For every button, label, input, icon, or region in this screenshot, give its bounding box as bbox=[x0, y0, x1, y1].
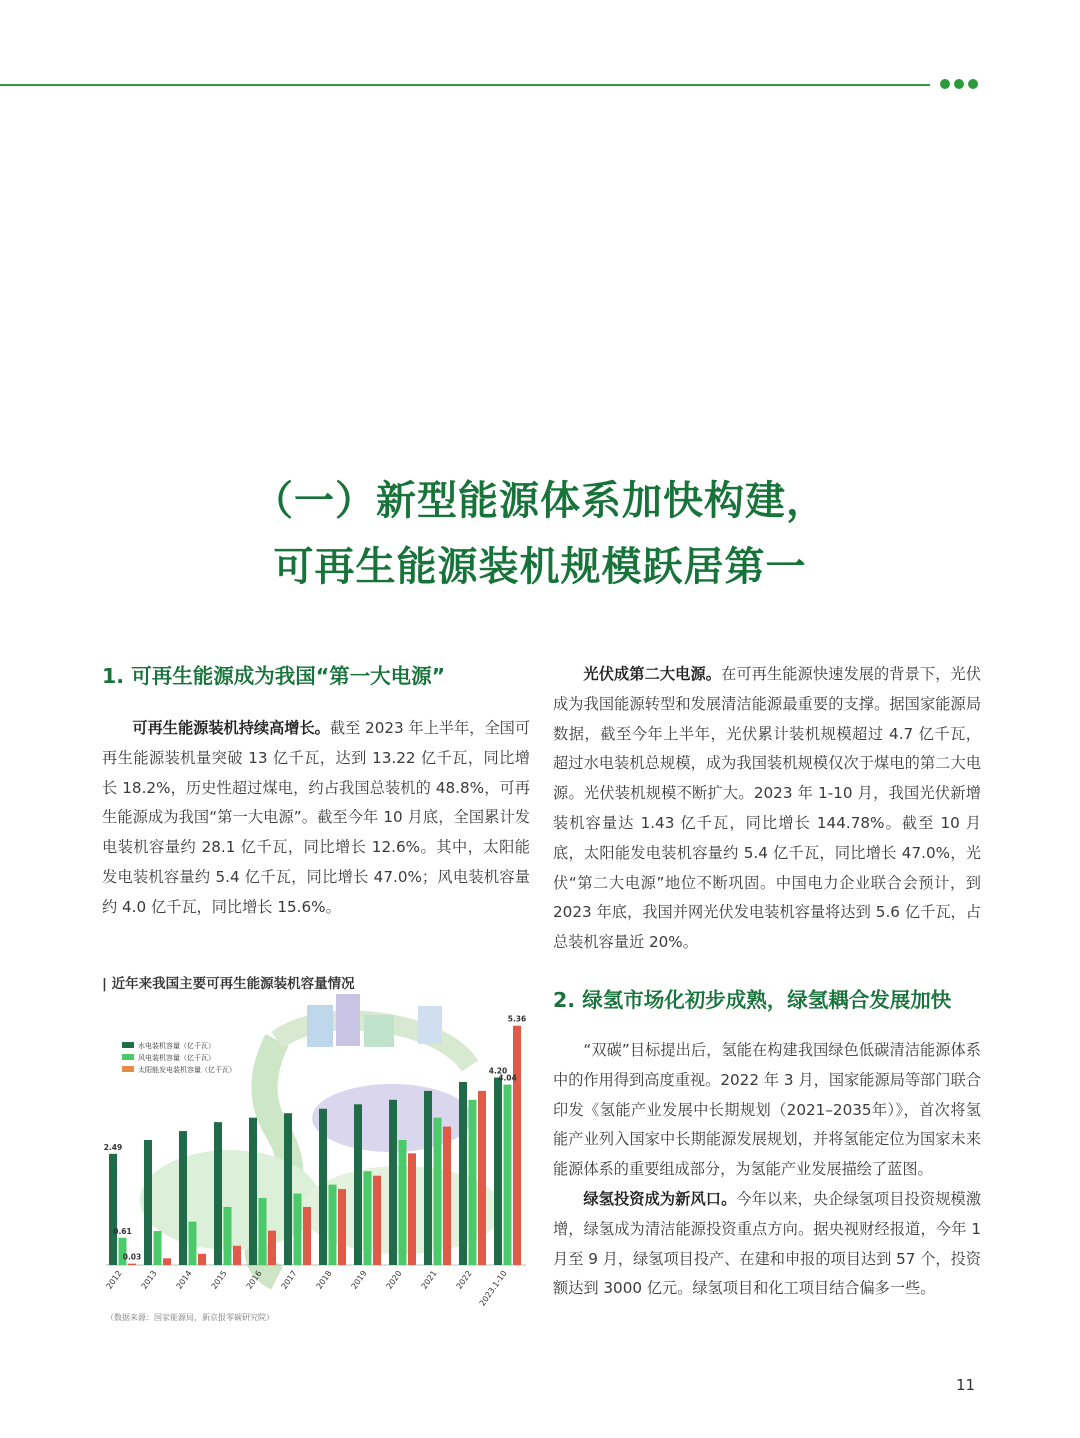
paragraph-hydrogen-policy: “双碳”目标提出后，氢能在构建我国绿色低碳清洁能源体系中的作用得到高度重视。2022 年 3 月，国家能源局等部门联合印发《氢能产业发展中长期规划（2021–2035年）》，首次将氢能产业列入国家中长期能源发展规划，并将氢能定位为国家未来能源体系的重要组成部分，为氢能产业发展描绘了蓝图。 bbox=[553, 1040, 981, 1179]
bar-hydro-2015 bbox=[214, 1122, 222, 1265]
bar-hydro-2020 bbox=[389, 1100, 397, 1265]
chart-canvas bbox=[102, 980, 532, 1316]
lead-text: 可再生能源装机持续高增长。 bbox=[132, 719, 330, 737]
section-title-line1: （一）新型能源体系加快构建， bbox=[253, 478, 827, 524]
heading-green-hydrogen: 2. 绿氢市场化初步成熟，绿氢耦合发展加快 bbox=[553, 987, 952, 1012]
data-label: 4.20 bbox=[488, 1066, 508, 1076]
decorative-dots bbox=[940, 79, 978, 89]
bar-solar-2013 bbox=[163, 1258, 171, 1265]
dot-icon bbox=[968, 79, 978, 89]
bar-hydro-2023.1-10 bbox=[494, 1078, 502, 1266]
lead-text: 绿氢投资成为新风口。 bbox=[583, 1189, 737, 1208]
x-tick-label: 2015 bbox=[209, 1268, 229, 1291]
bar-solar-2019 bbox=[373, 1176, 381, 1265]
bar-wind-2013 bbox=[154, 1231, 162, 1265]
chart-legend bbox=[122, 1041, 236, 1074]
bar-hydro-2012 bbox=[109, 1154, 117, 1265]
body-text: 今年以来，央企绿氢项目投资规模激增，绿氢成为清洁能源投资重点方向。据央视财经报道，今年 1 月至 9 月，绿氢项目投产、在建和申报的项目达到 57 个，投资额达到 3000 亿元。绿氢项目和化工项目结合偏多一些。 bbox=[553, 1189, 981, 1298]
bar-solar-2017 bbox=[303, 1207, 311, 1265]
bar-solar-2016 bbox=[268, 1231, 276, 1265]
top-rule bbox=[0, 84, 930, 86]
bar-wind-2015 bbox=[224, 1207, 232, 1265]
left-column bbox=[102, 660, 530, 923]
bar-solar-2020 bbox=[408, 1153, 416, 1265]
page-number: 11 bbox=[956, 1376, 976, 1394]
bar-solar-2012 bbox=[128, 1264, 136, 1265]
section-title-line2: 可再生能源装机规模跃居第一 bbox=[273, 544, 807, 590]
x-tick-label: 2022 bbox=[454, 1268, 474, 1291]
right-column bbox=[553, 660, 981, 1304]
x-tick-label: 2018 bbox=[314, 1268, 334, 1291]
capacity-chart bbox=[102, 972, 532, 1328]
data-label: 2.49 bbox=[103, 1142, 123, 1152]
chart-x-labels bbox=[105, 1269, 509, 1308]
x-tick-label: 2021 bbox=[419, 1268, 439, 1291]
bar-wind-2022 bbox=[469, 1100, 477, 1265]
bar-solar-2021 bbox=[443, 1127, 451, 1265]
bar-wind-2018 bbox=[329, 1185, 337, 1265]
bar-wind-2017 bbox=[294, 1194, 302, 1265]
x-tick-label: 2017 bbox=[279, 1268, 299, 1291]
section-title bbox=[0, 468, 1080, 600]
chart-title: | 近年来我国主要可再生能源装机容量情况 bbox=[102, 976, 355, 992]
dot-icon bbox=[954, 79, 964, 89]
lead-text: 光伏成第二大电源。 bbox=[583, 665, 722, 683]
legend-label-hydro: 水电装机容量（亿千瓦） bbox=[138, 1042, 215, 1050]
bar-wind-2014 bbox=[189, 1222, 197, 1265]
dot-icon bbox=[940, 79, 950, 89]
legend-swatch-solar bbox=[122, 1066, 134, 1072]
x-tick-label: 2013 bbox=[139, 1268, 159, 1291]
data-label: 0.03 bbox=[122, 1252, 142, 1262]
legend-label-solar: 太阳能发电装机容量（亿千瓦） bbox=[138, 1066, 236, 1074]
x-tick-label: 2023.1-10 bbox=[477, 1268, 509, 1308]
data-label: 4.04 bbox=[498, 1073, 517, 1083]
bar-solar-2014 bbox=[198, 1254, 206, 1265]
bar-hydro-2016 bbox=[249, 1118, 257, 1265]
heading-renewable-first-source: 1. 可再生能源成为我国“第一大电源” bbox=[102, 664, 446, 688]
body-text: 截至 2023 年上半年，全国可再生能源装机量突破 13 亿千瓦，达到 13.22 亿千瓦，同比增长 18.2%，历史性超过煤电，约占我国总装机的 48.8%，可再生能源成为我国“第一大电源”。截至今年 10 月底，全国累计发电装机容量约 28.1 亿千瓦，同比增长 12.6%。其中，太阳能发电装机容量约 5.4 亿千瓦，同比增长 47.0%；风电装机容量约 4.0 亿千瓦，同比增长 15.6%。 bbox=[102, 719, 531, 916]
bar-hydro-2021 bbox=[424, 1091, 432, 1265]
bar-solar-2022 bbox=[478, 1091, 486, 1265]
data-label: 0.61 bbox=[113, 1226, 132, 1236]
x-tick-label: 2019 bbox=[349, 1268, 369, 1291]
bar-hydro-2014 bbox=[179, 1131, 187, 1265]
x-tick-label: 2014 bbox=[174, 1268, 194, 1291]
bar-wind-2016 bbox=[259, 1198, 267, 1265]
x-tick-label: 2012 bbox=[104, 1268, 124, 1291]
bar-hydro-2013 bbox=[144, 1140, 152, 1265]
bar-hydro-2018 bbox=[319, 1109, 327, 1265]
x-tick-label: 2016 bbox=[244, 1268, 264, 1291]
paragraph-pv-second-source bbox=[553, 660, 981, 958]
bar-solar-2023.1-10 bbox=[513, 1026, 521, 1265]
paragraph-hydrogen-investment bbox=[553, 1185, 981, 1304]
paragraph-renewable-growth bbox=[102, 714, 530, 923]
x-tick-label: 2020 bbox=[384, 1268, 404, 1291]
bar-solar-2018 bbox=[338, 1189, 346, 1265]
body-text: 在可再生能源快速发展的背景下，光伏成为我国能源转型和发展清洁能源最重要的支撑。据国家能源局数据，截至今年上半年，光伏累计装机规模超过 4.7 亿千瓦，超过水电装机总规模，成为我国装机规模仅次于煤电的第二大电源。光伏装机规模不断扩大。2023 年 1-10 月，我国光伏新增装机容量达 1.43 亿千瓦，同比增长 144.78%。截至 10 月底，太阳能发电装机容量约 5.4 亿千瓦，同比增长 47.0%，光伏“第二大电源”地位不断巩固。中国电力企业联合会预计，到 2023 年底，我国并网光伏发电装机容量将达到 5.6 亿千瓦，占总装机容量近 20%。 bbox=[553, 665, 981, 952]
bar-hydro-2017 bbox=[284, 1113, 292, 1265]
legend-swatch-hydro bbox=[122, 1042, 134, 1048]
bar-solar-2015 bbox=[233, 1246, 241, 1265]
bar-hydro-2019 bbox=[354, 1104, 362, 1265]
chart-source: （数据来源：国家能源局，新京报零碳研究院） bbox=[106, 1313, 274, 1322]
legend-label-wind: 风电装机容量（亿千瓦） bbox=[138, 1054, 215, 1062]
data-label: 5.36 bbox=[507, 1014, 527, 1024]
bar-wind-2019 bbox=[364, 1171, 372, 1265]
bar-hydro-2022 bbox=[459, 1082, 467, 1265]
legend-swatch-wind bbox=[122, 1054, 134, 1060]
bar-wind-2020 bbox=[399, 1140, 407, 1265]
bar-wind-2023.1-10 bbox=[504, 1085, 512, 1265]
bar-wind-2021 bbox=[434, 1118, 442, 1265]
